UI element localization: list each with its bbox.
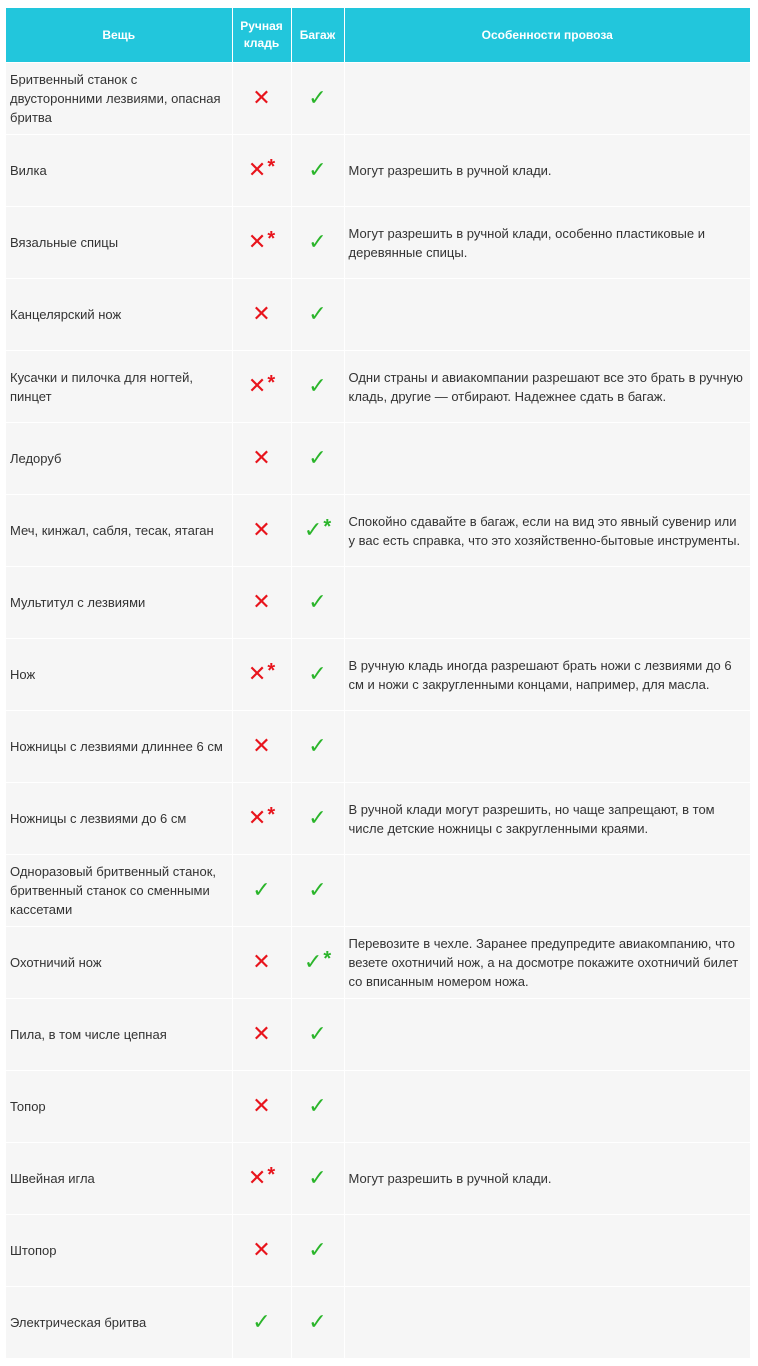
hand-luggage-status	[232, 567, 291, 639]
item-name: Ножницы с лезвиями длиннее 6 см	[6, 711, 232, 783]
baggage-status	[291, 927, 344, 999]
check-icon: ✓	[308, 229, 327, 254]
baggage-status	[291, 855, 344, 927]
hand-luggage-status	[232, 351, 291, 423]
cross-icon: ✕	[247, 373, 267, 398]
item-name: Мультитул с лезвиями	[6, 567, 232, 639]
baggage-status	[291, 1071, 344, 1143]
item-name: Бритвенный станок с двусторонними лезвиями, опасная бритва	[6, 63, 232, 135]
table-row	[6, 639, 750, 711]
baggage-status	[291, 999, 344, 1071]
item-name: Охотничий нож	[6, 927, 232, 999]
transport-note: Перевозите в чехле. Заранее предупредите авиакомпанию, что везете охотничий нож, а на досмотре покажите охотничий билет со вписанным номером ножа.	[344, 927, 750, 999]
cross-icon: ✕	[247, 1165, 267, 1190]
baggage-status	[291, 135, 344, 207]
table-row	[6, 855, 750, 927]
check-icon: ✓	[308, 733, 327, 758]
transport-note	[344, 279, 750, 351]
cross-icon: ✕	[252, 517, 271, 542]
table-row	[6, 783, 750, 855]
check-icon: ✓	[308, 877, 327, 902]
hand-luggage-status	[232, 1143, 291, 1215]
asterisk-icon: *	[267, 660, 276, 682]
transport-note	[344, 1287, 750, 1359]
transport-note: Могут разрешить в ручной клади.	[344, 1143, 750, 1215]
item-name: Пила, в том числе цепная	[6, 999, 232, 1071]
table-row	[6, 1143, 750, 1215]
item-name: Кусачки и пилочка для ногтей, пинцет	[6, 351, 232, 423]
check-icon: ✓	[252, 877, 271, 902]
cross-icon: ✕	[252, 301, 271, 326]
check-icon: ✓	[308, 373, 327, 398]
check-icon: ✓	[308, 85, 327, 110]
hand-luggage-status	[232, 1071, 291, 1143]
item-name: Штопор	[6, 1215, 232, 1287]
table-row	[6, 927, 750, 999]
transport-note: Одни страны и авиакомпании разрешают все это брать в ручную кладь, другие — отбирают. Надежнее сдать в багаж.	[344, 351, 750, 423]
table-row	[6, 1071, 750, 1143]
item-name: Вилка	[6, 135, 232, 207]
check-icon: ✓	[308, 301, 327, 326]
check-icon: ✓	[308, 157, 327, 182]
check-icon: ✓	[308, 1237, 327, 1262]
check-icon: ✓	[308, 589, 327, 614]
check-icon: ✓	[308, 445, 327, 470]
transport-note: Спокойно сдавайте в багаж, если на вид это явный сувенир или у вас есть справка, что это хозяйственно-бытовые инструменты.	[344, 495, 750, 567]
item-name: Одноразовый бритвенный станок, бритвенный станок со сменными кассетами	[6, 855, 232, 927]
cross-icon: ✕	[247, 661, 267, 686]
transport-note	[344, 423, 750, 495]
hand-luggage-status	[232, 927, 291, 999]
baggage-status	[291, 495, 344, 567]
hand-luggage-status	[232, 1287, 291, 1359]
baggage-status	[291, 711, 344, 783]
cross-icon: ✕	[252, 1021, 271, 1046]
check-icon: ✓	[303, 517, 323, 542]
asterisk-icon: *	[267, 372, 276, 394]
hand-luggage-status	[232, 63, 291, 135]
cross-icon: ✕	[252, 85, 271, 110]
hand-luggage-status	[232, 423, 291, 495]
hand-luggage-status	[232, 783, 291, 855]
transport-note: В ручную кладь иногда разрешают брать ножи с лезвиями до 6 см и ножи с закругленными концами, например, для масла.	[344, 639, 750, 711]
item-name: Ледоруб	[6, 423, 232, 495]
hand-luggage-status	[232, 999, 291, 1071]
item-name: Ножницы с лезвиями до 6 см	[6, 783, 232, 855]
cross-icon: ✕	[247, 229, 267, 254]
table-row	[6, 135, 750, 207]
cross-icon: ✕	[247, 805, 267, 830]
check-icon: ✓	[308, 1165, 327, 1190]
asterisk-icon: *	[267, 804, 276, 826]
asterisk-icon: *	[323, 516, 332, 538]
transport-note: Могут разрешить в ручной клади.	[344, 135, 750, 207]
hand-luggage-status	[232, 279, 291, 351]
asterisk-icon: *	[323, 948, 332, 970]
table-row	[6, 351, 750, 423]
rules-table-container	[6, 8, 750, 1358]
table-row	[6, 567, 750, 639]
baggage-status	[291, 567, 344, 639]
item-name: Меч, кинжал, сабля, тесак, ятаган	[6, 495, 232, 567]
table-body	[6, 63, 750, 1359]
transport-note	[344, 855, 750, 927]
baggage-status	[291, 639, 344, 711]
table-row	[6, 711, 750, 783]
baggage-status	[291, 1143, 344, 1215]
baggage-status	[291, 207, 344, 279]
cross-icon: ✕	[247, 157, 267, 182]
table-row	[6, 495, 750, 567]
transport-note	[344, 711, 750, 783]
table-row	[6, 279, 750, 351]
transport-note: В ручной клади могут разрешить, но чаще запрещают, в том числе детские ножницы с закругленными краями.	[344, 783, 750, 855]
cross-icon: ✕	[252, 589, 271, 614]
check-icon: ✓	[303, 949, 323, 974]
allowed-items-table	[6, 8, 750, 1358]
header-notes: Особенности провоза	[344, 8, 750, 63]
table-row	[6, 423, 750, 495]
hand-luggage-status	[232, 207, 291, 279]
hand-luggage-status	[232, 711, 291, 783]
asterisk-icon: *	[267, 1164, 276, 1186]
hand-luggage-status	[232, 135, 291, 207]
table-row	[6, 1287, 750, 1359]
cross-icon: ✕	[252, 1093, 271, 1118]
baggage-status	[291, 279, 344, 351]
item-name: Канцелярский нож	[6, 279, 232, 351]
cross-icon: ✕	[252, 949, 271, 974]
table-row	[6, 1215, 750, 1287]
transport-note	[344, 1215, 750, 1287]
check-icon: ✓	[308, 1021, 327, 1046]
header-item: Вещь	[6, 8, 232, 63]
baggage-status	[291, 783, 344, 855]
cross-icon: ✕	[252, 733, 271, 758]
baggage-status	[291, 423, 344, 495]
hand-luggage-status	[232, 495, 291, 567]
cross-icon: ✕	[252, 1237, 271, 1262]
asterisk-icon: *	[267, 156, 276, 178]
baggage-status	[291, 351, 344, 423]
item-name: Топор	[6, 1071, 232, 1143]
transport-note	[344, 63, 750, 135]
check-icon: ✓	[308, 1093, 327, 1118]
asterisk-icon: *	[267, 228, 276, 250]
header-hand-luggage: Ручная кладь	[232, 8, 291, 63]
check-icon: ✓	[308, 805, 327, 830]
item-name: Швейная игла	[6, 1143, 232, 1215]
item-name: Нож	[6, 639, 232, 711]
check-icon: ✓	[252, 1309, 271, 1334]
header-baggage: Багаж	[291, 8, 344, 63]
check-icon: ✓	[308, 1309, 327, 1334]
item-name: Электрическая бритва	[6, 1287, 232, 1359]
item-name: Вязальные спицы	[6, 207, 232, 279]
hand-luggage-status	[232, 1215, 291, 1287]
baggage-status	[291, 63, 344, 135]
table-row	[6, 63, 750, 135]
table-row	[6, 207, 750, 279]
hand-luggage-status	[232, 639, 291, 711]
baggage-status	[291, 1215, 344, 1287]
transport-note	[344, 999, 750, 1071]
transport-note	[344, 1071, 750, 1143]
transport-note	[344, 567, 750, 639]
cross-icon: ✕	[252, 445, 271, 470]
table-row	[6, 999, 750, 1071]
check-icon: ✓	[308, 661, 327, 686]
transport-note: Могут разрешить в ручной клади, особенно пластиковые и деревянные спицы.	[344, 207, 750, 279]
baggage-status	[291, 1287, 344, 1359]
table-header-row	[6, 8, 750, 63]
hand-luggage-status	[232, 855, 291, 927]
